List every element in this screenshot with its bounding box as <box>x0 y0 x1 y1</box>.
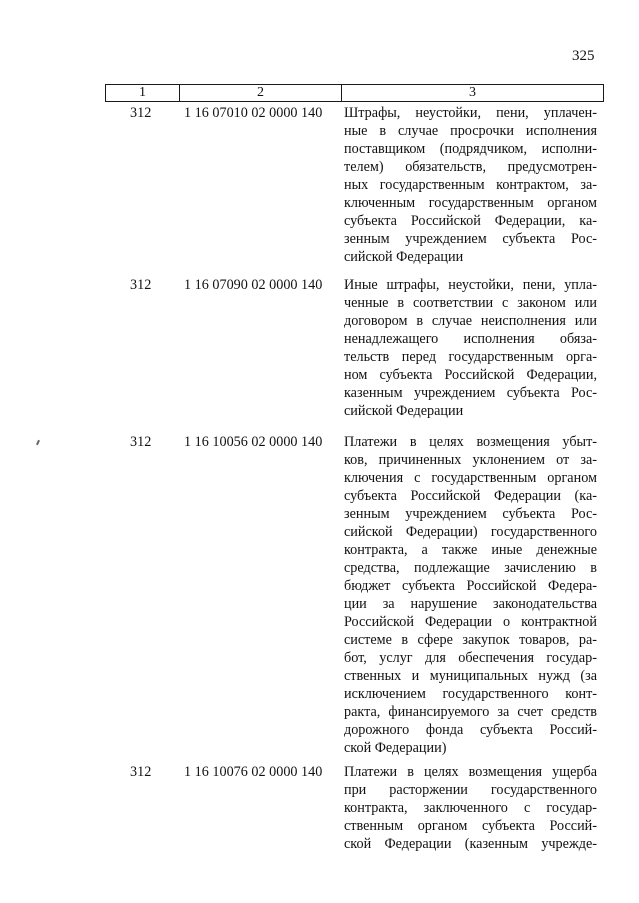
description-line: Российской Федерации о контрактной <box>344 614 597 630</box>
description-line: ции за нарушение законодательства <box>344 596 597 612</box>
kbk-code: 1 16 07090 02 0000 140 <box>184 277 323 293</box>
kbk-code: 1 16 10056 02 0000 140 <box>184 434 323 450</box>
description-line: системе в сфере закупок товаров, ра- <box>344 632 597 648</box>
description-line: Штрафы, неустойки, пени, уплачен- <box>344 105 597 121</box>
description-line: бот, услуг для обеспечения государ- <box>344 650 597 666</box>
description-line: ков, причиненных уклонением от за- <box>344 452 597 468</box>
row-description <box>344 104 597 266</box>
description-line: контракта, заключенного с государ- <box>344 800 597 816</box>
row-description <box>344 276 597 420</box>
admin-code: 312 <box>130 277 152 293</box>
description-line: Платежи в целях возмещения убыт- <box>344 434 597 450</box>
kbk-code: 1 16 10076 02 0000 140 <box>184 764 323 780</box>
description-line: бюджет субъекта Российской Федера- <box>344 578 597 594</box>
row-description <box>344 433 597 757</box>
row-description <box>344 763 597 853</box>
description-line: ненадлежащего исполнения обяза- <box>344 331 597 347</box>
description-line: ракта, финансируемого за счет средств <box>344 704 597 720</box>
description-line: исключением государственного конт- <box>344 686 597 702</box>
description-line: Иные штрафы, неустойки, пени, упла- <box>344 277 597 293</box>
description-line: контракта, а также иные денежные <box>344 542 597 558</box>
column-header-1: 1 <box>106 85 180 102</box>
description-line: средства, подлежащие зачислению в <box>344 560 597 576</box>
description-line: при расторжении государственного <box>344 782 597 798</box>
admin-code: 312 <box>130 105 152 121</box>
admin-code: 312 <box>130 434 152 450</box>
description-line: сийской Федерации) государственного <box>344 524 597 540</box>
description-line: субъекта Российской Федерации (ка- <box>344 488 597 504</box>
description-line: тельств перед государственным орга- <box>344 349 597 365</box>
description-line: субъекта Российской Федерации, ка- <box>344 213 597 229</box>
description-line: ключенным государственным органом <box>344 195 597 211</box>
kbk-code: 1 16 07010 02 0000 140 <box>184 105 323 121</box>
description-line: ных государственным контрактом, за- <box>344 177 597 193</box>
description-line: зенным учреждением субъекта Рос- <box>344 506 597 522</box>
description-line: поставщиком (подрядчиком, исполни- <box>344 141 597 157</box>
admin-code: 312 <box>130 764 152 780</box>
description-line: ченные в соответствии с законом или <box>344 295 597 311</box>
description-line: ные в случае просрочки исполнения <box>344 123 597 139</box>
column-header-2: 2 <box>180 85 342 102</box>
description-line: ской Федерации) <box>344 740 447 756</box>
description-line: телем) обязательств, предусмотрен- <box>344 159 597 175</box>
description-line: ключения с государственным органом <box>344 470 597 486</box>
description-line: сийской Федерации <box>344 403 464 419</box>
description-line: дорожного фонда субъекта Россий- <box>344 722 597 738</box>
description-line: ственным органом субъекта Россий- <box>344 818 597 834</box>
description-line: зенным учреждением субъекта Рос- <box>344 231 597 247</box>
description-line: ской Федерации (казенным учрежде- <box>344 836 597 852</box>
description-line: сийской Федерации <box>344 249 464 265</box>
description-line: договором в случае неисполнения или <box>344 313 597 329</box>
page-number: 325 <box>572 48 595 64</box>
column-header-3: 3 <box>342 85 604 102</box>
description-line: казенным учреждением субъекта Рос- <box>344 385 597 401</box>
description-line: ственных и муниципальных нужд (за <box>344 668 597 684</box>
description-line: Платежи в целях возмещения ущерба <box>344 764 597 780</box>
description-line: ном субъекта Российской Федерации, <box>344 367 597 383</box>
